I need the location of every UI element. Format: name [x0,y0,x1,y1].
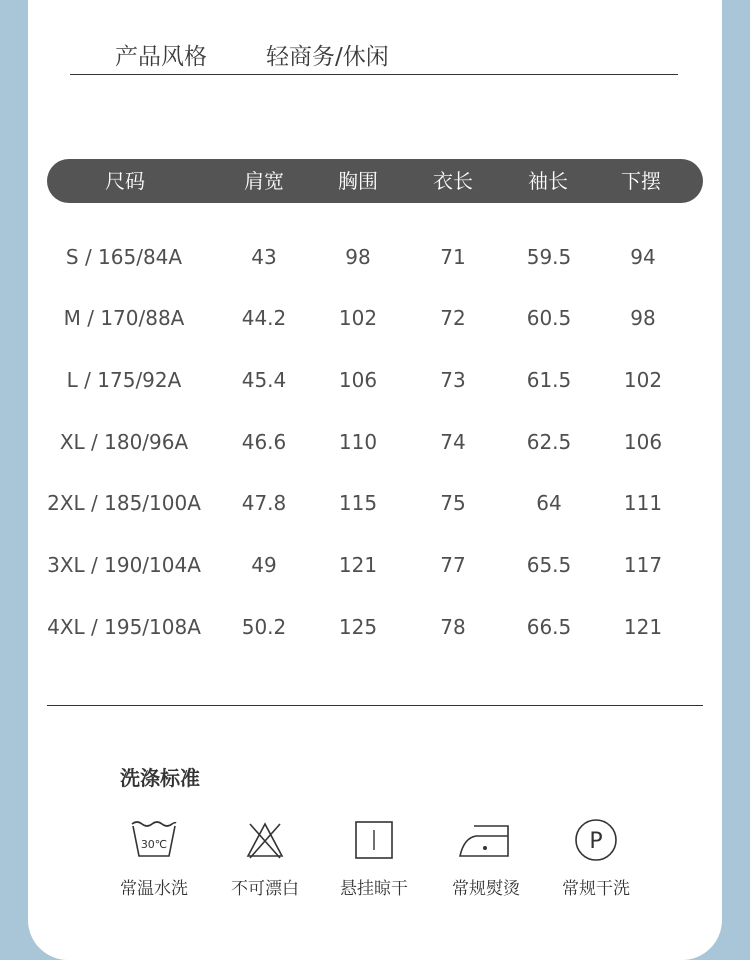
cell-size: M / 170/88A [63,306,185,330]
table-row [0,237,750,277]
cell-shoulder: 46.6 [241,430,287,454]
cell-length: 75 [440,491,466,515]
cell-hem: 106 [623,430,663,454]
cell-sleeve: 64 [536,491,562,515]
wash-30c-icon [129,818,179,862]
header-sleeve: 袖长 [528,169,568,193]
cell-shoulder: 45.4 [241,368,287,392]
table-row [0,607,750,647]
cell-hem: 117 [623,553,663,577]
cell-chest: 115 [338,491,378,515]
dry-clean-icon [571,818,621,862]
wash-label: 常规干洗 [562,879,630,899]
cell-chest: 106 [338,368,378,392]
cell-chest: 121 [338,553,378,577]
header-shoulder: 肩宽 [244,169,284,193]
cell-sleeve: 62.5 [526,430,572,454]
cell-length: 72 [440,306,466,330]
cell-hem: 121 [623,615,663,639]
header-hem: 下摆 [621,169,661,193]
wash-label: 常规熨烫 [452,879,520,899]
size-table-header [47,159,703,203]
svg-text:30℃: 30℃ [140,838,168,851]
cell-shoulder: 44.2 [241,306,287,330]
cell-chest: 98 [345,245,371,269]
cell-hem: 98 [630,306,656,330]
cell-length: 78 [440,615,466,639]
cell-sleeve: 59.5 [526,245,572,269]
header-chest: 胸围 [338,169,378,193]
cell-length: 73 [440,368,466,392]
wash-item [104,818,204,899]
cell-size: L / 175/92A [66,368,182,392]
cell-hem: 111 [623,491,663,515]
iron-icon [458,818,514,862]
cell-chest: 102 [338,306,378,330]
wash-item [436,818,536,899]
table-row [0,422,750,462]
cell-hem: 94 [630,245,656,269]
cell-size: 4XL / 195/108A [47,615,201,639]
header-size: 尺码 [105,169,145,193]
cell-size: S / 165/84A [65,245,183,269]
wash-item [324,818,424,899]
wash-title: 洗涤标准 [120,766,200,790]
svg-text:P: P [589,829,603,854]
wash-label: 悬挂晾干 [340,879,408,899]
cell-length: 74 [440,430,466,454]
cell-size: XL / 180/96A [59,430,189,454]
cell-sleeve: 60.5 [526,306,572,330]
cell-size: 3XL / 190/104A [47,553,201,577]
cell-chest: 110 [338,430,378,454]
product-style-value: 轻商务/休闲 [266,44,389,70]
product-style-label: 产品风格 [115,44,207,70]
cell-sleeve: 66.5 [526,615,572,639]
wash-label: 不可漂白 [231,879,299,899]
table-row [0,545,750,585]
cell-shoulder: 43 [251,245,277,269]
cell-shoulder: 47.8 [241,491,287,515]
wash-item [215,818,315,899]
table-row [0,298,750,338]
header-length: 衣长 [433,169,473,193]
no-bleach-icon [240,818,290,862]
cell-sleeve: 65.5 [526,553,572,577]
hang-dry-icon [349,818,399,862]
content-card [28,0,722,960]
cell-sleeve: 61.5 [526,368,572,392]
table-row [0,360,750,400]
section-divider [47,705,703,706]
cell-hem: 102 [623,368,663,392]
table-row [0,483,750,523]
cell-shoulder: 49 [251,553,277,577]
cell-chest: 125 [338,615,378,639]
wash-label: 常温水洗 [120,879,188,899]
cell-shoulder: 50.2 [241,615,287,639]
product-style-row [70,38,678,75]
cell-size: 2XL / 185/100A [47,491,201,515]
cell-length: 71 [440,245,466,269]
cell-length: 77 [440,553,466,577]
wash-item [546,818,646,899]
